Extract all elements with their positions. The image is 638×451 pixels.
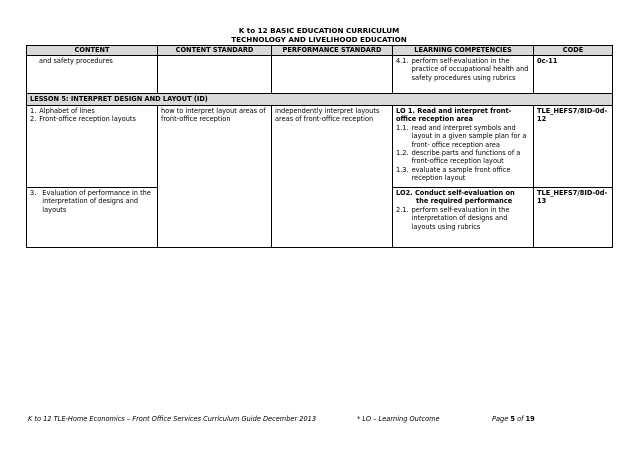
code-cell: TLE_HEFS7/8ID-0d-13	[534, 188, 613, 248]
competency-number: 1.1.	[396, 123, 409, 132]
learning-outcome-title: LO 1. Read and interpret front-office reception area	[396, 107, 512, 124]
content-standard-cell: how to interpret layout areas of front-office reception	[158, 106, 272, 248]
content-cell	[27, 56, 158, 94]
code-cell: 0c-11	[534, 56, 613, 94]
content-text: Alphabet of lines	[39, 107, 95, 115]
footer-legend: * LO – Learning Outcome	[357, 415, 440, 423]
content-cell	[27, 188, 158, 248]
of-word: of	[517, 415, 524, 423]
content-cell	[27, 106, 158, 188]
column-header-content-standard: CONTENT STANDARD	[158, 46, 272, 56]
table-row	[27, 106, 613, 188]
performance-standard-cell: independently interpret layouts areas of front-office reception	[272, 106, 393, 248]
competency-text: perform self-evaluation in the practice of occupational health and safety procedures using rubrics	[411, 57, 529, 82]
content-text: Evaluation of performance in the interpretation of designs and layouts	[42, 189, 151, 214]
competencies-cell	[393, 106, 534, 188]
page-total: 19	[525, 415, 535, 423]
page-number: 5	[510, 415, 515, 423]
content-number: 1.	[30, 107, 37, 115]
lesson-heading-row	[27, 94, 613, 106]
code-cell: TLE_HEFS7/8ID-0d-12	[534, 106, 613, 188]
competency-text: perform self-evaluation in the interpretation of designs and layouts using rubrics	[411, 205, 510, 231]
document-title: K to 12 BASIC EDUCATION CURRICULUM	[238, 26, 400, 35]
competency-item	[396, 124, 530, 149]
column-header-content: CONTENT	[27, 46, 158, 56]
competency-item	[396, 57, 530, 82]
competency-number: 2.1.	[396, 205, 409, 214]
content-item	[30, 115, 154, 123]
competency-text: read and interpret symbols and layout in a given sample plan for a front- office reception area	[411, 123, 527, 149]
competency-number: 1.3.	[396, 165, 409, 174]
performance-standard-cell	[272, 56, 393, 94]
curriculum-table	[26, 45, 613, 248]
table-row	[27, 56, 613, 94]
competencies-cell	[393, 56, 534, 94]
page-indicator	[492, 415, 535, 423]
competency-number: 4.1.	[396, 57, 409, 65]
column-header-code: CODE	[534, 46, 613, 56]
table-header-row	[27, 46, 613, 56]
content-number: 2.	[30, 115, 37, 124]
content-number: 3.	[30, 189, 37, 197]
competency-item	[396, 206, 530, 231]
column-header-performance-standard: PERFORMANCE STANDARD	[272, 46, 393, 56]
competency-item	[396, 166, 530, 183]
learning-outcome-title: LO2. Conduct self-evaluation on	[396, 189, 515, 197]
document-subtitle: TECHNOLOGY AND LIVELIHOOD EDUCATION	[231, 35, 407, 44]
competency-number: 1.2.	[396, 149, 409, 158]
content-item	[30, 189, 154, 214]
lesson-title: LESSON 5: INTERPRET DESIGN AND LAYOUT (ID)	[27, 94, 613, 106]
competency-text: evaluate a sample front office reception layout	[411, 165, 511, 183]
competency-item	[396, 149, 530, 166]
page-word: Page	[492, 415, 509, 423]
column-header-learning-competencies: LEARNING COMPETENCIES	[393, 46, 534, 56]
content-text: Front-office reception layouts	[39, 115, 136, 124]
content-text: and safety procedures	[39, 57, 113, 65]
content-item	[30, 107, 154, 115]
content-standard-cell	[158, 56, 272, 94]
competency-text: describe parts and functions of a front-office reception layout	[411, 149, 521, 166]
learning-outcome-title-cont: the required performance	[416, 197, 513, 206]
footer-guide-title: K to 12 TLE-Home Economics – Front Office Services Curriculum Guide December 2013	[28, 415, 317, 423]
competencies-cell	[393, 188, 534, 248]
